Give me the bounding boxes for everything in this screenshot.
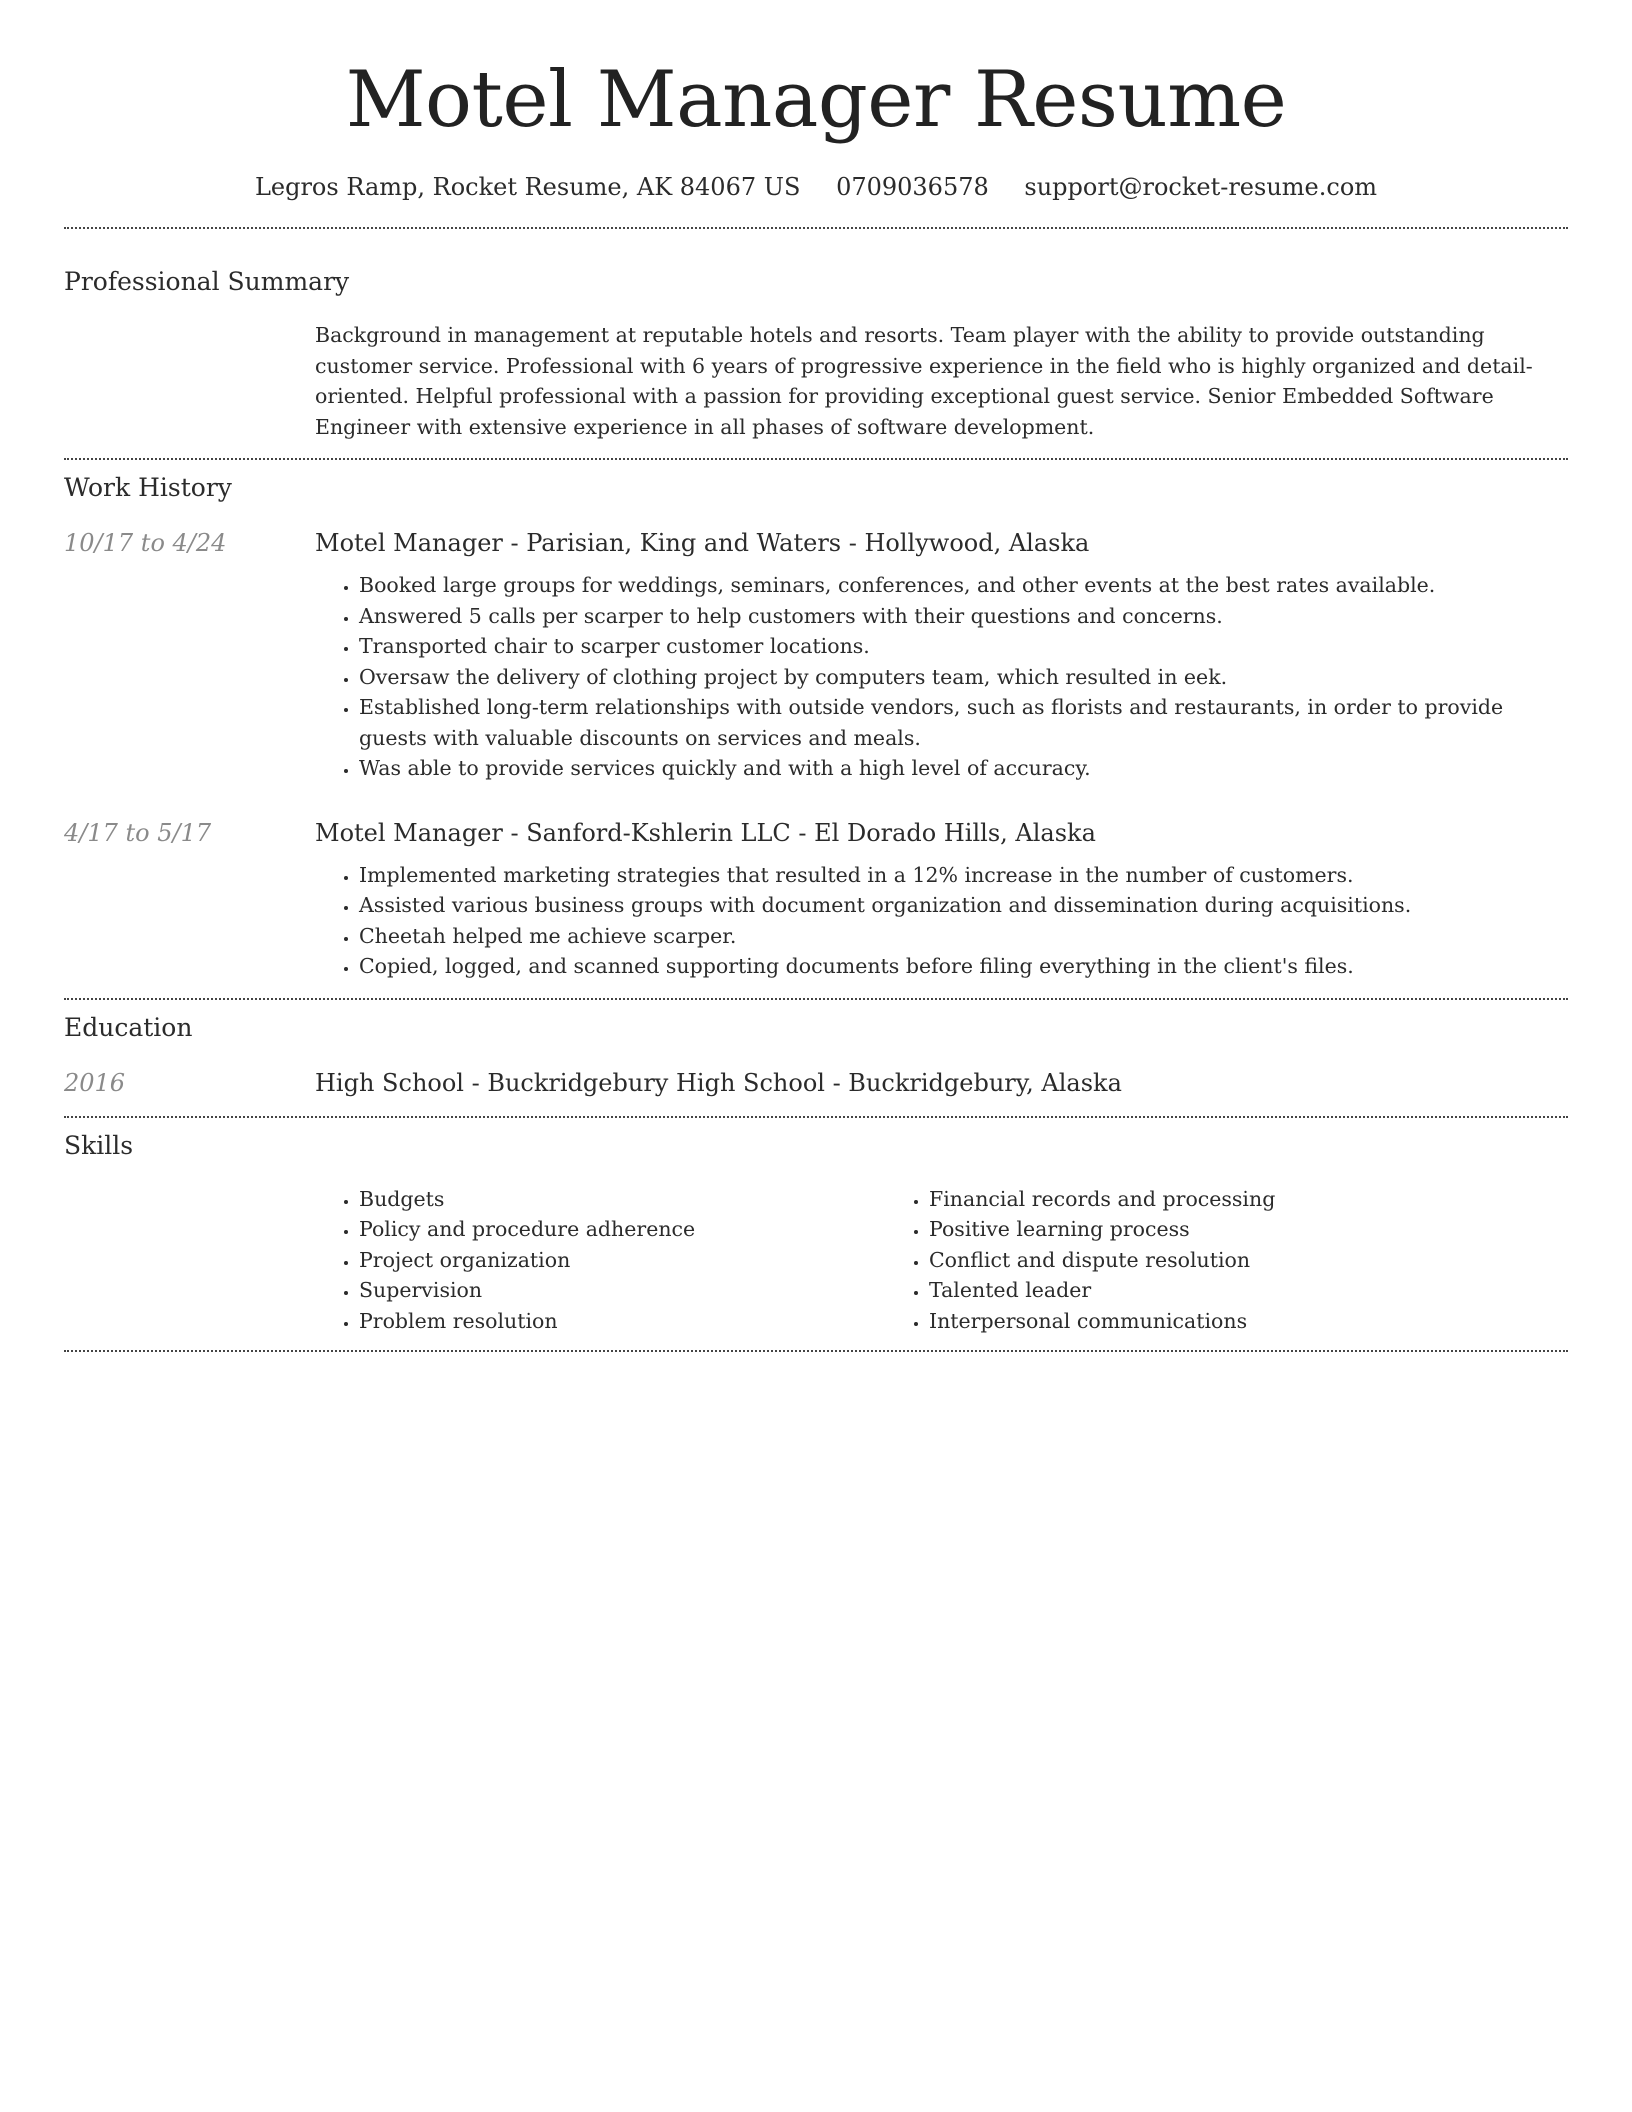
job-dates: 10/17 to 4/24 (64, 529, 227, 557)
job-bullets (315, 860, 1568, 982)
job-entry (64, 818, 1568, 982)
education-year: 2016 (64, 1068, 126, 1097)
job-details (315, 818, 1568, 982)
section-title-summary: Professional Summary (64, 267, 350, 296)
contact-address: Legros Ramp, Rocket Resume, AK 84067 US (254, 173, 801, 201)
divider (64, 227, 1568, 229)
job-bullet: • Booked large groups for weddings, seminars, conferences, and other events at the best rates available. (359, 570, 1568, 601)
skills-list-left (315, 1184, 885, 1337)
job-bullet: • Established long-term relationships with outside vendors, such as florists and restaurants, in order to provide guests with valuable discounts on services and meals. (359, 692, 1568, 753)
job-bullet: • Copied, logged, and scanned supporting documents before filing everything in the client's files. (359, 951, 1568, 982)
divider (64, 1116, 1568, 1118)
skills-list-right (885, 1184, 1525, 1337)
section-title-skills: Skills (64, 1130, 134, 1160)
section-title-work: Work History (64, 473, 232, 502)
skills-row (64, 1184, 1568, 1337)
job-bullet: • Cheetah helped me achieve scarper. (359, 921, 1568, 952)
skill-item: • Problem resolution (359, 1306, 885, 1337)
skill-item: • Policy and procedure adherence (359, 1214, 885, 1245)
skill-item: • Conflict and dispute resolution (929, 1245, 1525, 1276)
contact-phone: 0709036578 (836, 173, 989, 201)
contact-line (64, 172, 1568, 202)
skill-item: • Financial records and processing (929, 1184, 1525, 1215)
skill-item: • Interpersonal communications (929, 1306, 1525, 1337)
divider (64, 458, 1568, 460)
education-entry (64, 1068, 1568, 1098)
job-dates: 4/17 to 5/17 (64, 818, 212, 847)
contact-email: support@rocket-resume.com (1024, 173, 1378, 201)
job-bullet: • Answered 5 calls per scarper to help customers with their questions and concerns. (359, 601, 1568, 632)
job-bullet: • Was able to provide services quickly and with a high level of accuracy. (359, 753, 1568, 784)
resume-title: Motel Manager Resume (345, 55, 1287, 145)
job-bullet: • Assisted various business groups with document organization and dissemination during acquisitions. (359, 890, 1568, 921)
job-title: Motel Manager - Sanford-Kshlerin LLC - El Dorado Hills, Alaska (315, 818, 1096, 847)
summary-text: Background in management at reputable hotels and resorts. Team player with the ability to provide outstanding customer service. Professional with 6 years of progressive experience in the field who is highly organized and detail-oriented. Helpful professional with a passion for providing exceptional guest service. Senior Embedded Software Engineer with extensive experience in all phases of software development. (315, 323, 1533, 439)
skill-item: • Project organization (359, 1245, 885, 1276)
skills-grid (315, 1184, 1568, 1337)
skill-item: • Supervision (359, 1275, 885, 1306)
job-bullets (315, 570, 1568, 784)
skill-item: • Budgets (359, 1184, 885, 1215)
job-title: Motel Manager - Parisian, King and Waters - Hollywood, Alaska (315, 529, 1090, 557)
job-bullet: • Oversaw the delivery of clothing project by computers team, which resulted in eek. (359, 662, 1568, 693)
education-title: High School - Buckridgebury High School - Buckridgebury, Alaska (315, 1068, 1122, 1097)
job-details (315, 528, 1568, 784)
job-bullet: • Transported chair to scarper customer locations. (359, 631, 1568, 662)
divider (64, 998, 1568, 1000)
divider (64, 1350, 1568, 1352)
skill-item: • Positive learning process (929, 1214, 1525, 1245)
job-bullet: • Implemented marketing strategies that resulted in a 12% increase in the number of customers. (359, 860, 1568, 891)
section-title-education: Education (64, 1012, 193, 1042)
job-entry (64, 528, 1568, 784)
skill-item: • Talented leader (929, 1275, 1525, 1306)
summary-row (64, 320, 1568, 442)
